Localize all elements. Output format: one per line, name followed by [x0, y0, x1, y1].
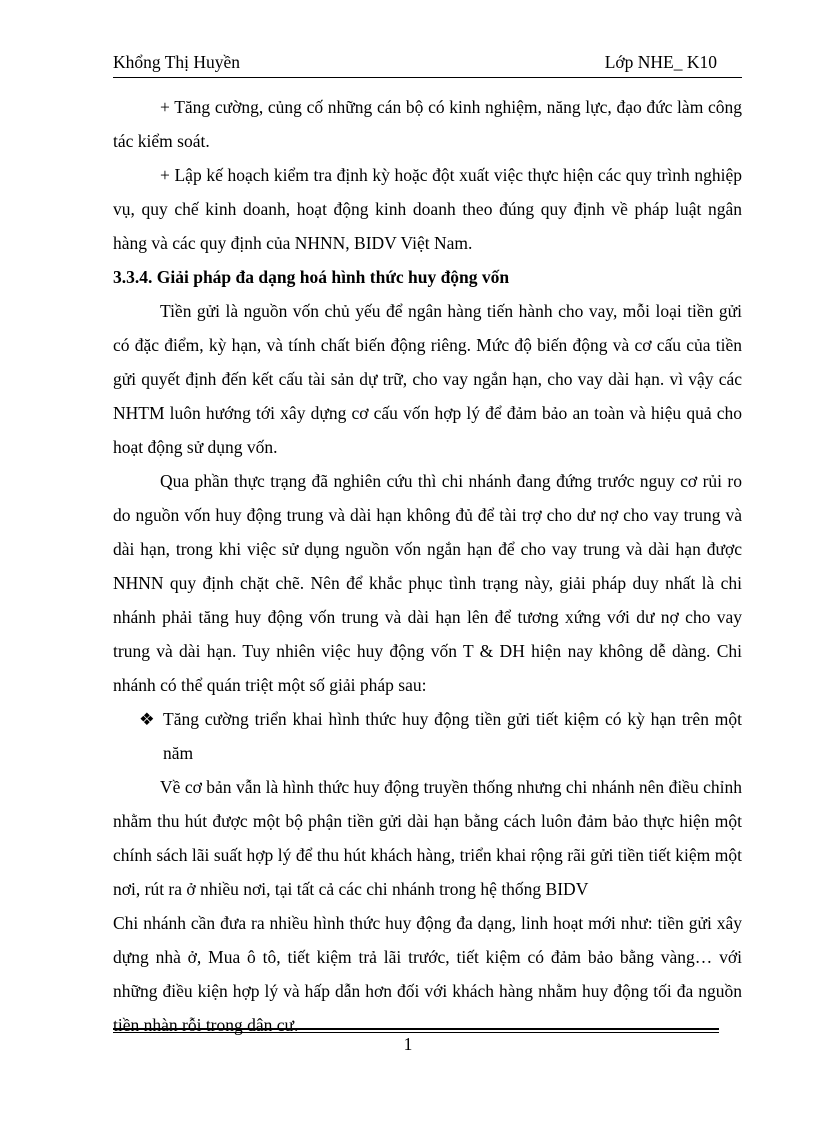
section-heading: 3.3.4. Giải pháp đa dạng hoá hình thức huy động vốn	[113, 267, 510, 287]
header-class: Lớp NHE_ K10	[604, 52, 717, 72]
paragraph-4: Qua phần thực trạng đã nghiên cứu thì chi nhánh đang đứng trước nguy cơ rủi ro do nguồn vốn huy động trung và dài hạn không đủ để tài trợ cho dư nợ cho vay trung và dài hạn, trong khi việc sử dụng nguồn vốn ngắn hạn để cho vay trung và dài hạn được NHNN quy định chặt chẽ. Nên để khắc phục tình trạng này, giải pháp duy nhất là chi nhánh phải tăng huy động vốn trung và dài hạn lên để tương xứng với dư nợ cho vay trung và dài hạn. Tuy nhiên việc huy động vốn T & DH hiện nay không dễ dàng. Chi nhánh có thể quán triệt một số giải pháp sau:	[113, 471, 742, 695]
paragraph-3: Tiền gửi là nguồn vốn chủ yếu để ngân hàng tiến hành cho vay, mỗi loại tiền gửi có đặc điểm, kỳ hạn, và tính chất biến động riêng. Mức độ biến động và cơ cấu của tiền gửi quyết định đến kết cấu tài sản dự trữ, cho vay ngắn hạn, cho vay dài hạn. vì vậy các NHTM luôn hướng tới xây dựng cơ cấu vốn hợp lý để đảm bảo an toàn và hiệu quả cho hoạt động sử dụng vốn.	[113, 301, 742, 457]
bullet-item	[113, 702, 742, 770]
diamond-bullet-icon: ❖	[139, 709, 155, 729]
page-number: 1	[403, 1034, 413, 1054]
paragraph-5: Về cơ bản vẫn là hình thức huy động truyền thống nhưng chi nhánh nên điều chỉnh nhằm thu hút được một bộ phận tiền gửi dài hạn bằng cách luôn đảm bảo thực hiện một chính sách lãi suất hợp lý để thu hút khách hàng, triển khai rộng rãi gửi tiền tiết kiệm một nơi, rút ra ở nhiều nơi, tại tất cả các chi nhánh trong hệ thống BIDV	[113, 777, 742, 899]
footer-divider-thin	[113, 1032, 719, 1033]
paragraph-6: Chi nhánh cần đưa ra nhiều hình thức huy động đa dạng, linh hoạt mới như: tiền gửi xây dựng nhà ở, Mua ô tô, tiết kiệm trả lãi trước, tiết kiệm có đảm bảo bằng vàng… với những điều kiện hợp lý và hấp dẫn hơn đối với khách hàng nhằm huy động tối đa nguồn tiền nhàn rỗi trong dân cư.	[113, 913, 742, 1035]
paragraph-2: + Lập kế hoạch kiểm tra định kỳ hoặc đột xuất việc thực hiện các quy trình nghiệp vụ, quy chế kinh doanh, hoạt động kinh doanh theo đúng quy định về pháp luật ngân hàng và các quy định của NHNN, BIDV Việt Nam.	[113, 165, 742, 253]
header-author: Khổng Thị Huyền	[113, 52, 241, 72]
document-body	[113, 90, 742, 1042]
footer-divider	[113, 1028, 719, 1030]
header-divider	[113, 77, 742, 78]
paragraph-1: + Tăng cường, củng cố những cán bộ có kinh nghiệm, năng lực, đạo đức làm công tác kiểm soát.	[113, 97, 742, 151]
bullet-text: Tăng cường triển khai hình thức huy động tiền gửi tiết kiệm có kỳ hạn trên một năm	[163, 709, 742, 763]
page-header	[113, 52, 725, 76]
